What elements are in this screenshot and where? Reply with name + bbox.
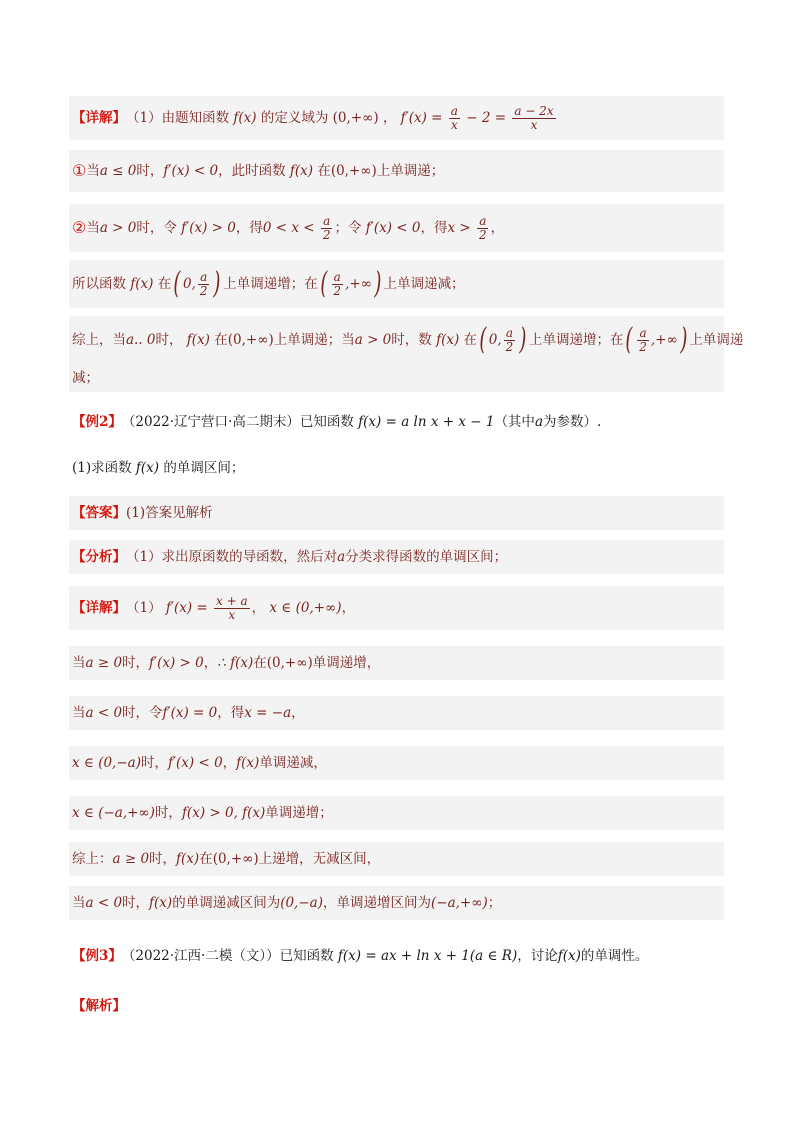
example2-detail-5: x ∈ (−a,+∞) 时， f(x) > 0, f(x) 单调递增； — [69, 796, 724, 830]
detail-line-1: 【详解】 （1）由题知函数 f(x) 的定义域为 (0,+∞) ， f′(x) = $\frac{a}{x}$ − 2 = $\frac{a - 2x}{x}$ — [69, 96, 724, 140]
detail-label: 【详解】 — [72, 110, 126, 126]
detail-line-2: ① 当 a ≤ 0 时， f′(x) < 0 ，此时函数 f(x) 在 (0,+∞) 上单调递； — [69, 150, 724, 192]
example2-detail-2: 当 a ≥ 0 时， f′(x) > 0 ， ∴ f(x) 在 (0,+∞) 单调递增， — [69, 646, 724, 680]
example3-solution-label: 【解析】 — [72, 998, 126, 1014]
detail-line-3: ② 当 a > 0 时，令 f′(x) > 0 ，得 0 < x < $\frac{a}{2}$ ；令 f′(x) < 0 ，得 x > $\frac{a}{2}$ ， — [69, 204, 724, 252]
detail-line-6: 减； — [69, 364, 724, 392]
example2-detail-3: 当 a < 0 时，令 f′(x) = 0 ，得 x = −a ， — [69, 696, 724, 730]
detail-line-5: 综上，当 a.. 0 时， f(x) 在 (0,+∞) 上单调递；当 a > 0 时，数 f(x) 在 ( 0, $\frac{a}{2}$ ) 上单调递增；在 ( $\frac{a}{2}$ ,+∞ ) 上单调递 — [69, 316, 724, 364]
example2-question: (1)求函数 f(x) 的单调区间； — [72, 460, 245, 476]
example2-detail-6: 综上： a ≥ 0 时， f(x) 在 (0,+∞) 上递增，无减区间， — [69, 842, 724, 876]
example2-detail-7: 当 a < 0 时， f(x) 的单调递减区间为 (0,−a) ，单调递增区间为 (−a,+∞) ； — [69, 886, 724, 920]
math-derivative: f′(x) = $\frac{a}{x}$ − 2 = $\frac{a - 2x}{x}$ — [396, 103, 554, 132]
example2-analysis: 【分析】 （1）求出原函数的导函数，然后对 a 分类求得函数的单调区间； — [69, 540, 724, 574]
math-fx: f(x) — [229, 110, 261, 126]
math-domain: (0,+∞) — [328, 110, 383, 126]
detail-line-4: 所以函数 f(x) 在 ( 0, $\frac{a}{2}$ ) 上单调递增；在 ( $\frac{a}{2}$ ,+∞ ) 上单调递减； — [69, 260, 724, 308]
example2-title: 【例2】 （2022·辽宁营口·高二期末）已知函数 f(x) = a ln x + x − 1 （其中 a 为参数）. — [72, 414, 602, 430]
example2-label: 【例2】 — [72, 414, 122, 430]
example2-detail-4: x ∈ (0,−a) 时， f′(x) < 0 ， f(x) 单调递减， — [69, 746, 724, 780]
example3-title: 【例3】 （2022·江西·二模（文））已知函数 f(x) = ax + ln x + 1(a ∈ R) ，讨论 f(x) 的单调性。 — [72, 948, 649, 964]
example2-answer: 【答案】 (1)答案见解析 — [69, 496, 724, 530]
example2-detail-1: 【详解】 （1） f′(x) = $\frac{x + a}{x}$ ， x ∈ (0,+∞) ， — [69, 586, 724, 630]
